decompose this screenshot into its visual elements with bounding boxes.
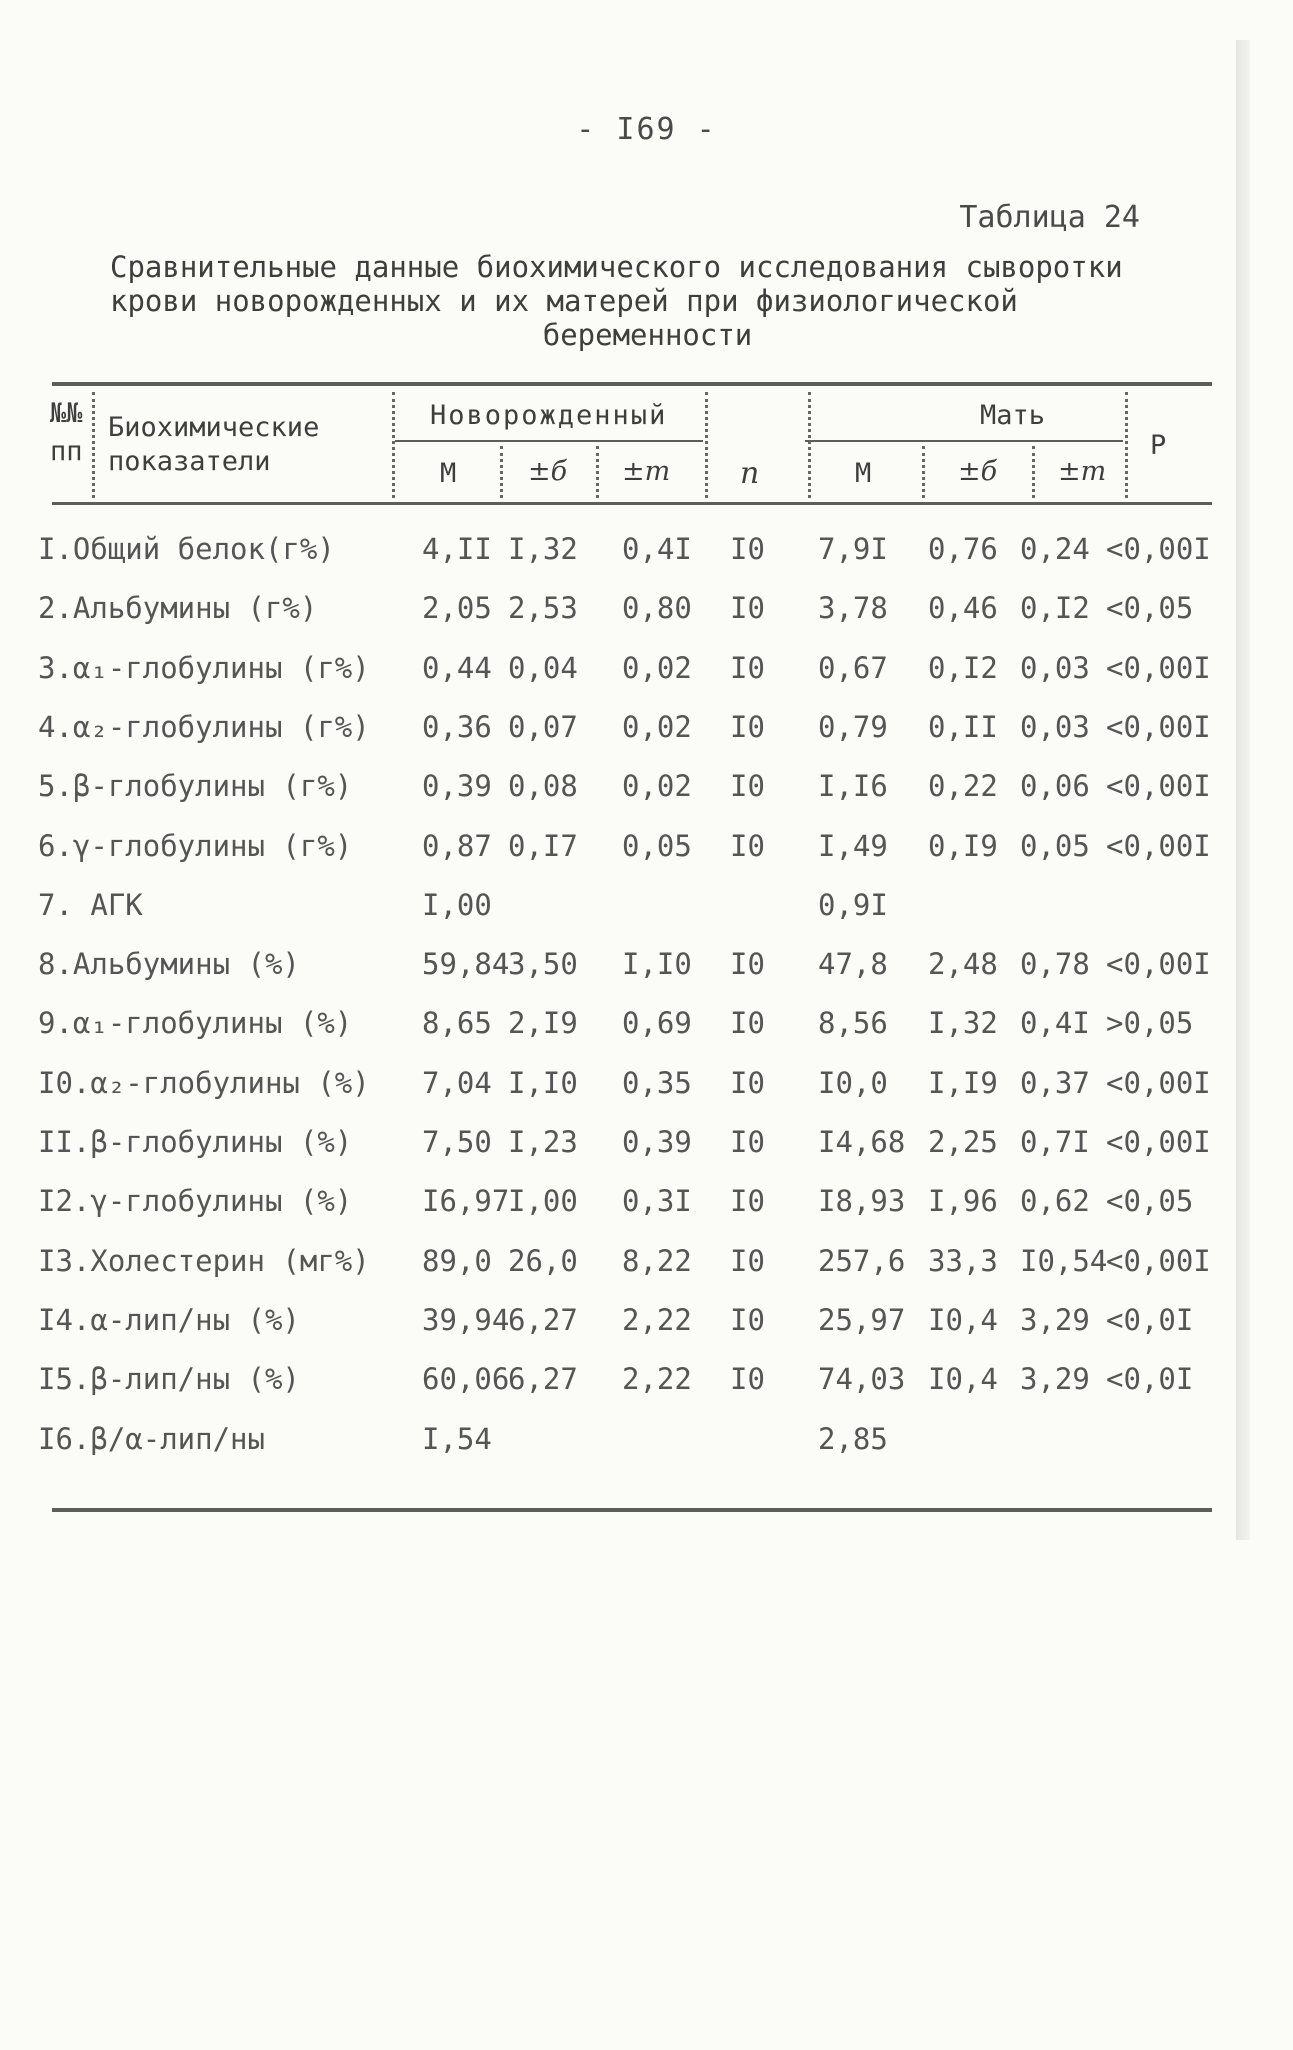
header-indicator-line1: Биохимические: [108, 412, 320, 443]
cell-newborn-m: 7,50: [422, 1125, 492, 1159]
cell-newborn-error: 0,02: [622, 651, 692, 685]
cell-indicator: I4.α-лип/ны (%): [38, 1303, 300, 1337]
cell-newborn-m: 59,84: [422, 947, 510, 981]
cell-newborn-error: 0,02: [622, 769, 692, 803]
cell-newborn-m: 0,87: [422, 829, 492, 863]
cell-p: <0,00I: [1106, 1125, 1211, 1159]
table-label: Таблица 24: [959, 200, 1140, 235]
cell-newborn-m: I,54: [422, 1422, 492, 1456]
cell-p: <0,0I: [1106, 1303, 1194, 1337]
cell-newborn-sigma: 6,27: [508, 1362, 578, 1396]
cell-indicator: I5.β-лип/ны (%): [38, 1362, 300, 1396]
header-separator: [922, 446, 925, 498]
cell-newborn-sigma: 3,50: [508, 947, 578, 981]
header-separator: [92, 392, 95, 498]
cell-mother-m: I,I6: [818, 769, 888, 803]
cell-mother-sigma: I,I9: [928, 1066, 998, 1100]
cell-indicator: I3.Холестерин (мг%): [38, 1244, 370, 1278]
cell-indicator: 5.β-глобулины (г%): [38, 769, 353, 803]
caption-line-1: Сравнительные данные биохимического исследования сыворотки: [110, 250, 1123, 284]
cell-mother-error: 0,4I: [1020, 1006, 1090, 1040]
cell-mother-sigma: 0,II: [928, 710, 998, 744]
cell-mother-error: 0,03: [1020, 710, 1090, 744]
header-n: n: [740, 456, 760, 491]
cell-newborn-error: 0,3I: [622, 1184, 692, 1218]
page-number: - I69 -: [576, 112, 717, 147]
cell-mother-m: 0,79: [818, 710, 888, 744]
cell-newborn-m: 8,65: [422, 1006, 492, 1040]
header-num-line1: №№: [50, 398, 83, 429]
cell-mother-error: 0,7I: [1020, 1125, 1090, 1159]
cell-n: I0: [730, 1244, 765, 1278]
caption-line-3: беременности: [542, 318, 753, 352]
cell-n: I0: [730, 1125, 765, 1159]
header-newborn: Новорожденный: [430, 400, 668, 431]
cell-newborn-error: 0,4I: [622, 532, 692, 566]
header-separator: [392, 392, 395, 498]
cell-mother-m: I,49: [818, 829, 888, 863]
cell-p: <0,0I: [1106, 1362, 1194, 1396]
cell-mother-m: I4,68: [818, 1125, 906, 1159]
cell-newborn-m: 0,36: [422, 710, 492, 744]
cell-mother-m: 257,6: [818, 1244, 906, 1278]
cell-newborn-sigma: 0,04: [508, 651, 578, 685]
cell-n: I0: [730, 710, 765, 744]
table-caption: [110, 250, 1185, 352]
cell-n: I0: [730, 769, 765, 803]
cell-mother-sigma: I,32: [928, 1006, 998, 1040]
cell-newborn-m: 2,05: [422, 591, 492, 625]
cell-newborn-m: 0,39: [422, 769, 492, 803]
cell-mother-m: 0,67: [818, 651, 888, 685]
header-newborn-m: М: [440, 458, 457, 489]
cell-mother-error: 0,05: [1020, 829, 1090, 863]
header-separator: [500, 446, 503, 498]
cell-indicator: 4.α₂-глобулины (г%): [38, 710, 370, 744]
header-newborn-error: ±m: [622, 456, 671, 487]
cell-mother-m: 7,9I: [818, 532, 888, 566]
cell-newborn-sigma: I,23: [508, 1125, 578, 1159]
header-p: Р: [1150, 430, 1167, 461]
cell-p: <0,00I: [1106, 947, 1211, 981]
cell-newborn-m: 89,0: [422, 1244, 492, 1278]
cell-newborn-sigma: 26,0: [508, 1244, 578, 1278]
cell-mother-sigma: 33,3: [928, 1244, 998, 1278]
cell-indicator: I0.α₂-глобулины (%): [38, 1066, 370, 1100]
cell-p: <0,00I: [1106, 1244, 1211, 1278]
cell-p: <0,05: [1106, 591, 1194, 625]
cell-newborn-sigma: 2,I9: [508, 1006, 578, 1040]
cell-mother-sigma: I0,4: [928, 1303, 998, 1337]
cell-newborn-error: 0,05: [622, 829, 692, 863]
cell-p: <0,00I: [1106, 769, 1211, 803]
mother-subheader-rule: [805, 440, 1123, 442]
cell-mother-error: 3,29: [1020, 1303, 1090, 1337]
cell-indicator: I2.γ-глобулины (%): [38, 1184, 353, 1218]
cell-newborn-error: 0,35: [622, 1066, 692, 1100]
cell-p: >0,05: [1106, 1006, 1194, 1040]
cell-indicator: II.β-глобулины (%): [38, 1125, 353, 1159]
header-separator: [596, 446, 599, 498]
cell-mother-error: I0,54: [1020, 1244, 1108, 1278]
header-mother-error: ±m: [1058, 456, 1107, 487]
cell-newborn-error: 0,69: [622, 1006, 692, 1040]
cell-n: I0: [730, 1006, 765, 1040]
cell-n: I0: [730, 1362, 765, 1396]
cell-newborn-m: 7,04: [422, 1066, 492, 1100]
cell-n: I0: [730, 591, 765, 625]
cell-newborn-error: 0,39: [622, 1125, 692, 1159]
cell-newborn-error: 2,22: [622, 1303, 692, 1337]
cell-mother-sigma: 0,22: [928, 769, 998, 803]
cell-mother-sigma: 2,48: [928, 947, 998, 981]
header-separator: [1032, 446, 1035, 498]
cell-p: <0,05: [1106, 1184, 1194, 1218]
cell-newborn-m: 4,II: [422, 532, 492, 566]
cell-indicator: 2.Альбумины (г%): [38, 591, 318, 625]
header-separator: [705, 392, 708, 498]
table-top-rule: [52, 382, 1212, 386]
cell-newborn-error: 0,80: [622, 591, 692, 625]
cell-mother-m: 0,9I: [818, 888, 888, 922]
cell-newborn-sigma: 0,07: [508, 710, 578, 744]
cell-mother-m: 3,78: [818, 591, 888, 625]
cell-mother-error: 0,24: [1020, 532, 1090, 566]
header-bottom-rule: [52, 502, 1212, 505]
cell-mother-error: 0,78: [1020, 947, 1090, 981]
cell-mother-sigma: 0,I9: [928, 829, 998, 863]
cell-mother-m: 8,56: [818, 1006, 888, 1040]
cell-newborn-m: I6,97: [422, 1184, 510, 1218]
cell-n: I0: [730, 1184, 765, 1218]
caption-line-2: крови новорожденных и их матерей при физиологической: [110, 284, 1018, 318]
cell-p: <0,00I: [1106, 829, 1211, 863]
cell-mother-m: 2,85: [818, 1422, 888, 1456]
cell-p: <0,00I: [1106, 710, 1211, 744]
cell-newborn-m: 0,44: [422, 651, 492, 685]
cell-n: I0: [730, 532, 765, 566]
cell-newborn-error: 2,22: [622, 1362, 692, 1396]
cell-newborn-sigma: 2,53: [508, 591, 578, 625]
cell-indicator: I.Общий белок(г%): [38, 532, 335, 566]
cell-indicator: I6.β/α-лип/ны: [38, 1422, 265, 1456]
cell-p: <0,00I: [1106, 532, 1211, 566]
cell-indicator: 3.α₁-глобулины (г%): [38, 651, 370, 685]
header-mother-sigma: ±б: [958, 456, 998, 487]
header-indicator-line2: показатели: [108, 446, 271, 477]
cell-n: I0: [730, 1303, 765, 1337]
cell-newborn-m: 39,94: [422, 1303, 510, 1337]
cell-p: <0,00I: [1106, 651, 1211, 685]
cell-newborn-sigma: I,I0: [508, 1066, 578, 1100]
table-bottom-rule: [52, 1508, 1212, 1512]
cell-mother-error: 0,06: [1020, 769, 1090, 803]
cell-newborn-error: I,I0: [622, 947, 692, 981]
cell-mother-error: 0,62: [1020, 1184, 1090, 1218]
cell-p: <0,00I: [1106, 1066, 1211, 1100]
header-mother-m: М: [855, 458, 872, 489]
cell-mother-m: I0,0: [818, 1066, 888, 1100]
header-newborn-sigma: ±б: [528, 456, 568, 487]
cell-newborn-m: 60,06: [422, 1362, 510, 1396]
cell-mother-m: 47,8: [818, 947, 888, 981]
cell-newborn-sigma: 0,08: [508, 769, 578, 803]
cell-newborn-sigma: 6,27: [508, 1303, 578, 1337]
cell-newborn-error: 0,02: [622, 710, 692, 744]
cell-indicator: 7. АГК: [38, 888, 143, 922]
cell-mother-sigma: I0,4: [928, 1362, 998, 1396]
cell-mother-error: 0,37: [1020, 1066, 1090, 1100]
cell-n: I0: [730, 1066, 765, 1100]
cell-newborn-sigma: 0,I7: [508, 829, 578, 863]
header-separator: [1125, 392, 1128, 498]
cell-mother-sigma: 0,I2: [928, 651, 998, 685]
cell-mother-error: 3,29: [1020, 1362, 1090, 1396]
cell-newborn-sigma: I,00: [508, 1184, 578, 1218]
cell-mother-sigma: 0,46: [928, 591, 998, 625]
cell-newborn-error: 8,22: [622, 1244, 692, 1278]
cell-n: I0: [730, 651, 765, 685]
cell-mother-error: 0,I2: [1020, 591, 1090, 625]
header-mother: Мать: [980, 400, 1046, 431]
cell-mother-m: I8,93: [818, 1184, 906, 1218]
cell-mother-m: 25,97: [818, 1303, 906, 1337]
newborn-subheader-rule: [395, 440, 703, 442]
cell-indicator: 9.α₁-глобулины (%): [38, 1006, 353, 1040]
cell-mother-sigma: 0,76: [928, 532, 998, 566]
cell-mother-error: 0,03: [1020, 651, 1090, 685]
header-separator: [808, 392, 811, 498]
cell-n: I0: [730, 829, 765, 863]
header-num-line2: пп: [50, 436, 83, 467]
page-edge-shadow: [1236, 40, 1250, 1540]
cell-indicator: 8.Альбумины (%): [38, 947, 300, 981]
cell-newborn-m: I,00: [422, 888, 492, 922]
cell-n: I0: [730, 947, 765, 981]
cell-indicator: 6.γ-глобулины (г%): [38, 829, 353, 863]
cell-newborn-sigma: I,32: [508, 532, 578, 566]
cell-mother-m: 74,03: [818, 1362, 906, 1396]
cell-mother-sigma: 2,25: [928, 1125, 998, 1159]
cell-mother-sigma: I,96: [928, 1184, 998, 1218]
